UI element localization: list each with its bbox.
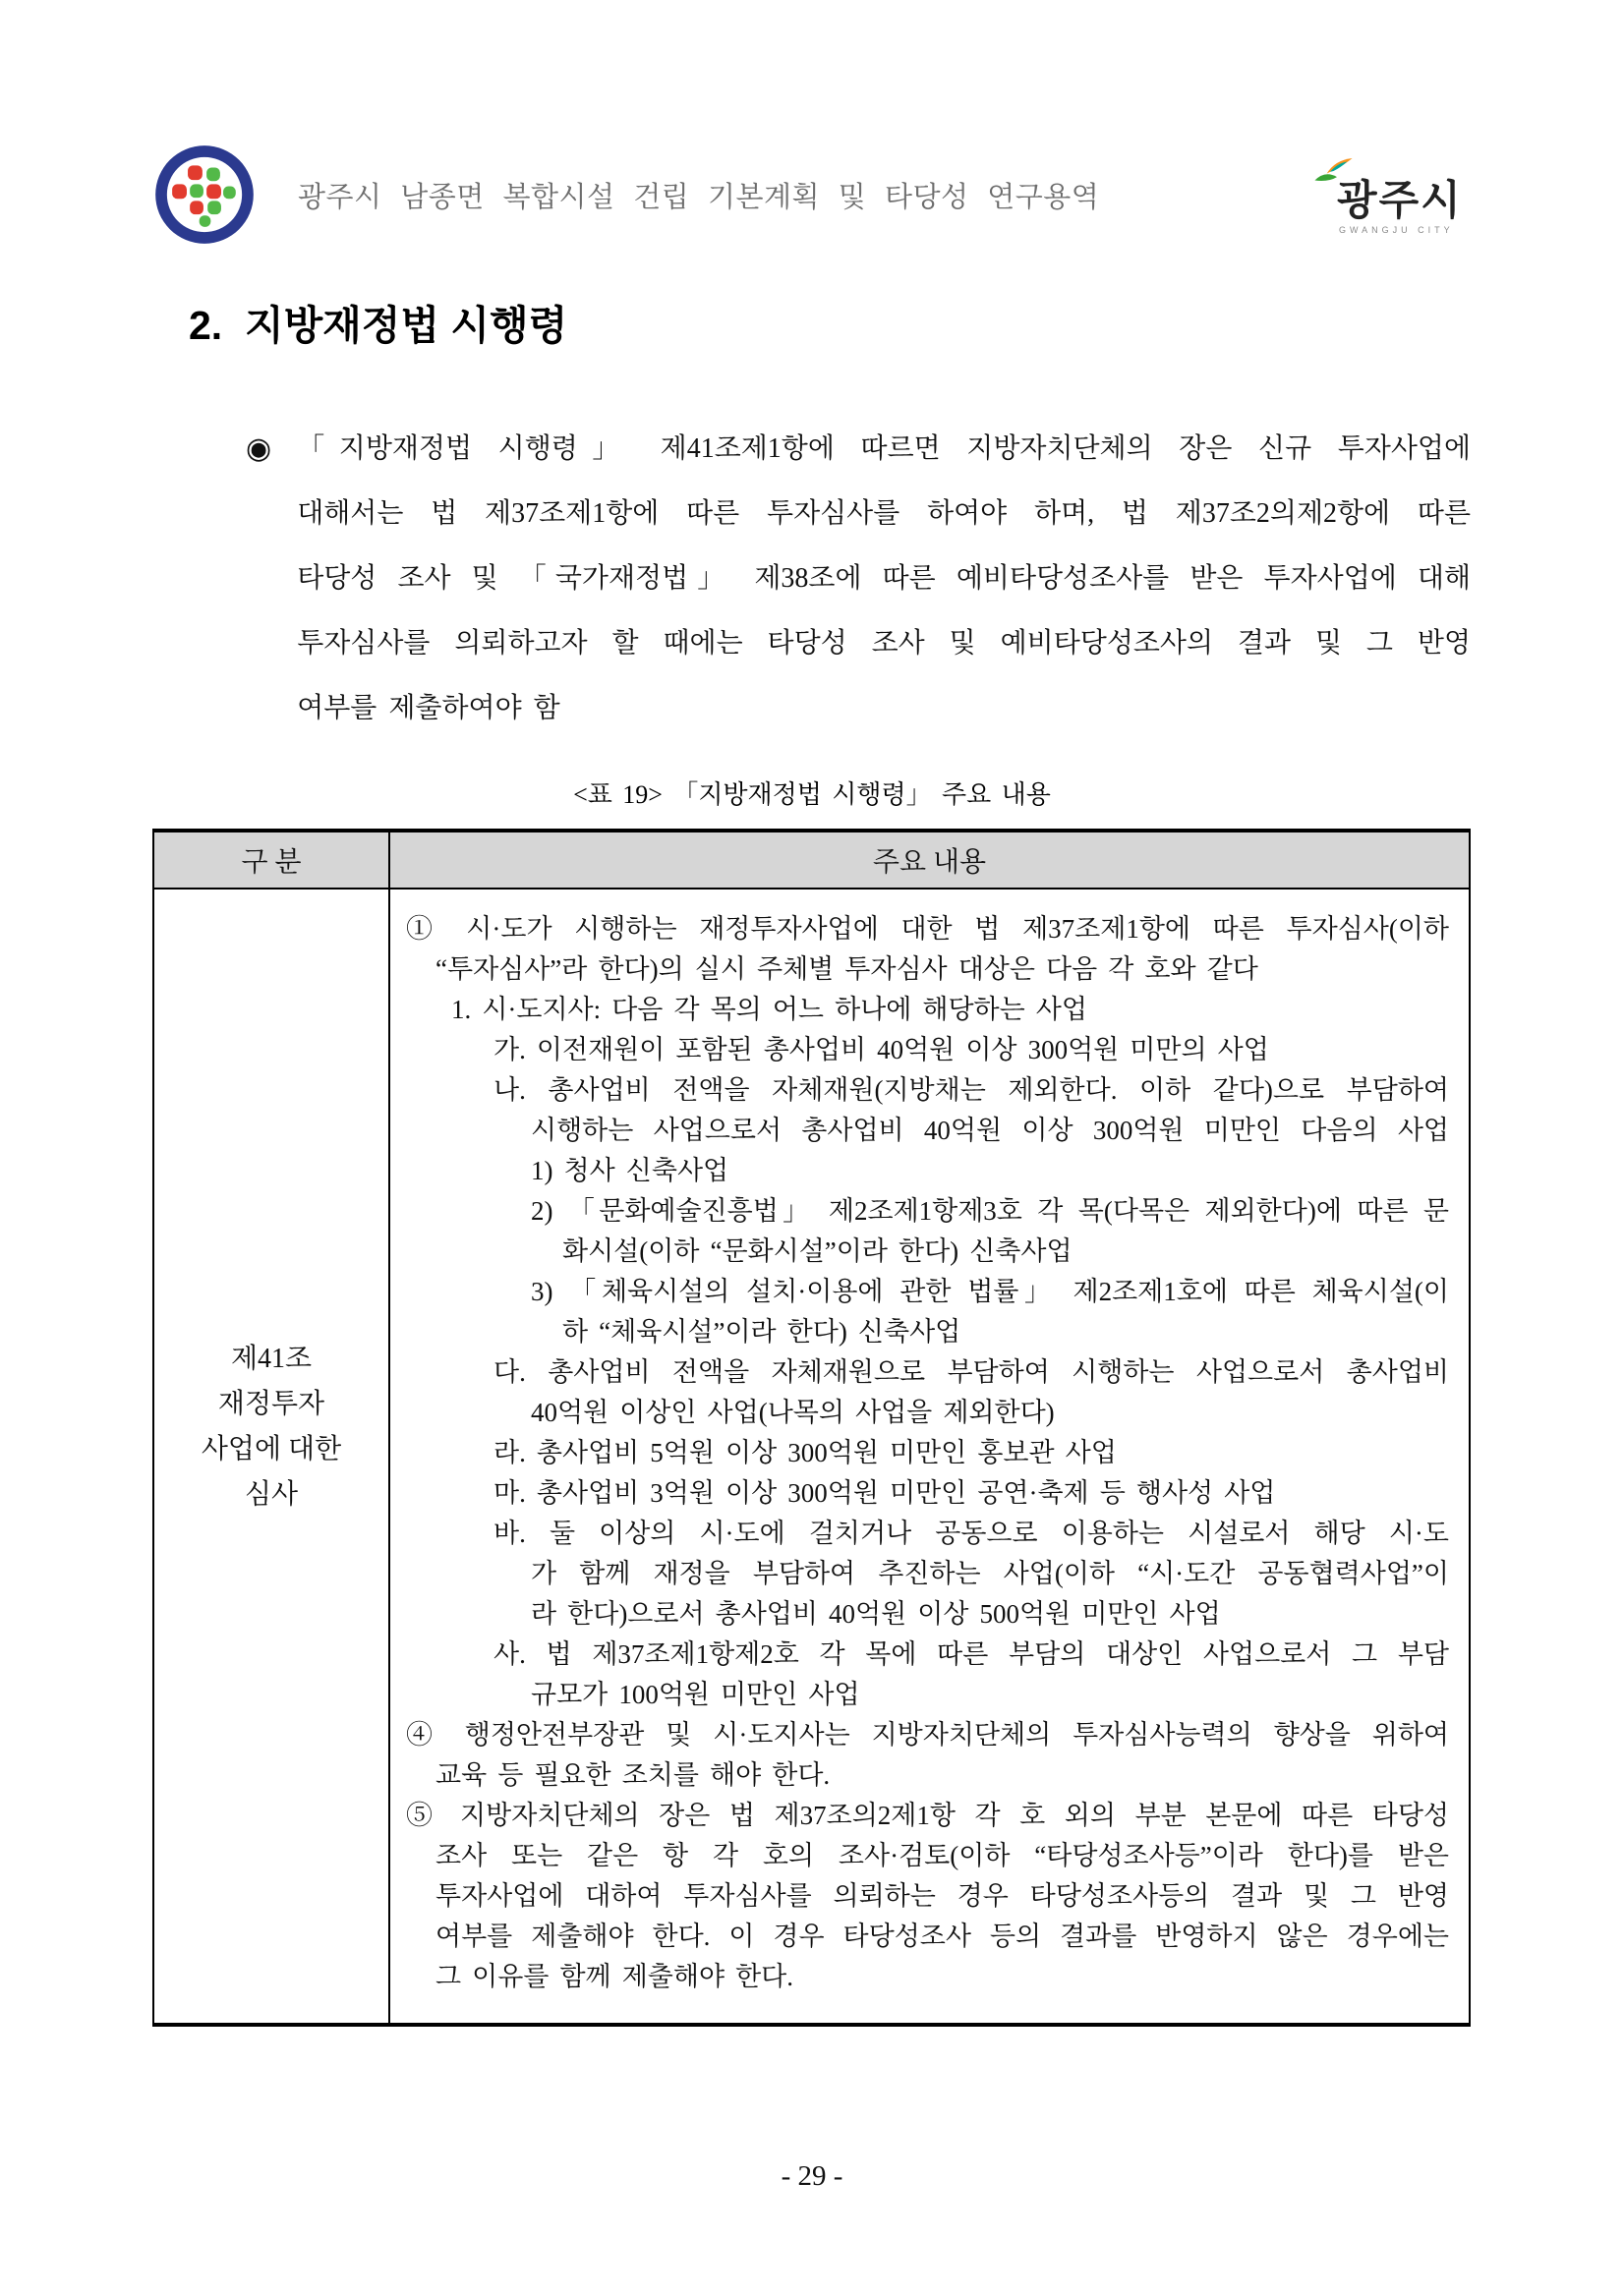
content-line: 바. 둘 이상의 시·도에 걸치거나 공동으로 이용하는 시설로서 해당 시·도	[493, 1519, 1449, 1548]
table-header-category: 구 분	[154, 832, 390, 888]
content-line: 가. 이전재원이 포함된 총사업비 40억원 이상 300억원 미만의 사업	[493, 1035, 1269, 1064]
intro-line: 타당성 조사 및 「국가재정법」 제38조에 따른 예비타당성조사를 받은 투자사업에 대해	[297, 563, 1471, 594]
row-label-line: 재정투자	[217, 1388, 325, 1419]
content-line: 라. 총사업비 5억원 이상 300억원 미만인 홍보관 사업	[493, 1438, 1117, 1467]
table-row-content	[390, 890, 1469, 2023]
intro-lines	[297, 417, 1471, 741]
content-line: ④ 행정안전부장관 및 시·도지사는 지방자치단체의 투자심사능력의 향상을 위하여	[406, 1720, 1449, 1750]
document-title: 광주시 남종면 복합시설 건립 기본계획 및 타당성 연구용역	[298, 181, 1100, 213]
content-line: 마. 총사업비 3억원 이상 300억원 미만인 공연·축제 등 행사성 사업	[493, 1478, 1276, 1508]
content-line: 사. 법 제37조제1항제2호 각 목에 따른 부담의 대상인 사업으로서 그 부담	[493, 1639, 1449, 1669]
table-body-row	[154, 890, 1469, 2023]
section-heading: 2. 지방재정법 시행령	[189, 303, 568, 348]
content-line: 2) 「문화예술진흥법」 제2조제1항제3호 각 목(다목은 제외한다)에 따른 문	[531, 1196, 1449, 1226]
content-line: 가 함께 재정을 부담하여 추진하는 사업(이하 “시·도간 공동협력사업”이	[531, 1559, 1449, 1588]
content-line: 그 이유를 함께 제출해야 한다.	[435, 1962, 794, 1991]
gwangju-subtitle: GWANGJU CITY	[1339, 225, 1454, 235]
content-line: 1) 청사 신축사업	[531, 1156, 729, 1185]
table-header-main-content: 주요 내용	[872, 847, 987, 878]
intro-line: 대해서는 법 제37조제1항에 따른 투자심사를 하여야 하며, 법 제37조2의제2항에 따른	[297, 498, 1471, 529]
row-label-line: 제41조	[230, 1343, 313, 1374]
intro-paragraph	[246, 417, 1471, 741]
content-line: 하 “체육시설”이라 한다) 신축사업	[562, 1317, 961, 1347]
intro-line: 투자심사를 의뢰하고자 할 때에는 타당성 조사 및 예비타당성조사의 결과 및 그 반영	[297, 628, 1471, 659]
content-line: 시행하는 사업으로서 총사업비 40억원 이상 300억원 미만인 다음의 사업	[531, 1116, 1449, 1145]
content-line: 40억원 이상인 사업(나목의 사업을 제외한다)	[531, 1398, 1055, 1427]
content-line: 3) 「체육시설의 설치·이용에 관한 법률」 제2조제1호에 따른 체육시설(이	[531, 1277, 1449, 1306]
content-line: 규모가 100억원 미만인 사업	[531, 1680, 860, 1709]
content-line: 교육 등 필요한 조치를 해야 한다.	[435, 1760, 831, 1790]
content-line: 다. 총사업비 전액을 자체재원으로 부담하여 시행하는 사업으로서 총사업비	[493, 1357, 1449, 1387]
intro-line: 「지방재정법 시행령」 제41조제1항에 따르면 지방자치단체의 장은 신규 투자사업에	[297, 433, 1471, 464]
content-line: 라 한다)으로서 총사업비 40억원 이상 500억원 미만인 사업	[531, 1599, 1221, 1629]
bullet-marker-icon: ◉	[246, 432, 272, 465]
content-line: 여부를 제출해야 한다. 이 경우 타당성조사 등의 결과를 반영하지 않은 경우에는	[435, 1922, 1449, 1951]
content-line: ⑤ 지방자치단체의 장은 법 제37조의2제1항 각 호 외의 부분 본문에 따른 타당성	[406, 1801, 1449, 1830]
gwangju-city-logo	[1309, 154, 1477, 235]
row-label-line: 사업에 대한	[201, 1433, 342, 1464]
page-number: - 29 -	[781, 2160, 843, 2192]
content-line: “투자심사”라 한다)의 실시 주체별 투자심사 대상은 다음 각 호와 같다	[435, 954, 1258, 984]
content-line: 1. 시·도지사: 다음 각 목의 어느 하나에 해당하는 사업	[451, 995, 1087, 1024]
intro-line: 여부를 제출하여야 함	[297, 693, 560, 723]
row-label-line: 심사	[244, 1478, 299, 1510]
content-line: ① 시·도가 시행하는 재정투자사업에 대한 법 제37조제1항에 따른 투자심사(이하	[406, 914, 1449, 944]
table-caption: <표 19> 「지방재정법 시행령」 주요 내용	[573, 780, 1051, 809]
table-header-row	[154, 832, 1469, 890]
page-header	[152, 143, 1477, 247]
content-line: 투자사업에 대하여 투자심사를 의뢰하는 경우 타당성조사등의 결과 및 그 반영	[435, 1881, 1449, 1911]
content-line: 나. 총사업비 전액을 자체재원(지방채는 제외한다. 이하 같다)으로 부담하여	[493, 1075, 1449, 1105]
city-emblem-icon	[152, 143, 257, 247]
gwangju-wordmark: 광주시	[1337, 177, 1463, 223]
table-row-label	[154, 890, 390, 2023]
law-content-table	[152, 829, 1471, 2027]
content-line: 화시설(이하 “문화시설”이라 한다) 신축사업	[562, 1236, 1073, 1266]
content-line: 조사 또는 같은 항 각 호의 조사·검토(이하 “타당성조사등”이라 한다)를 받은	[435, 1841, 1449, 1870]
